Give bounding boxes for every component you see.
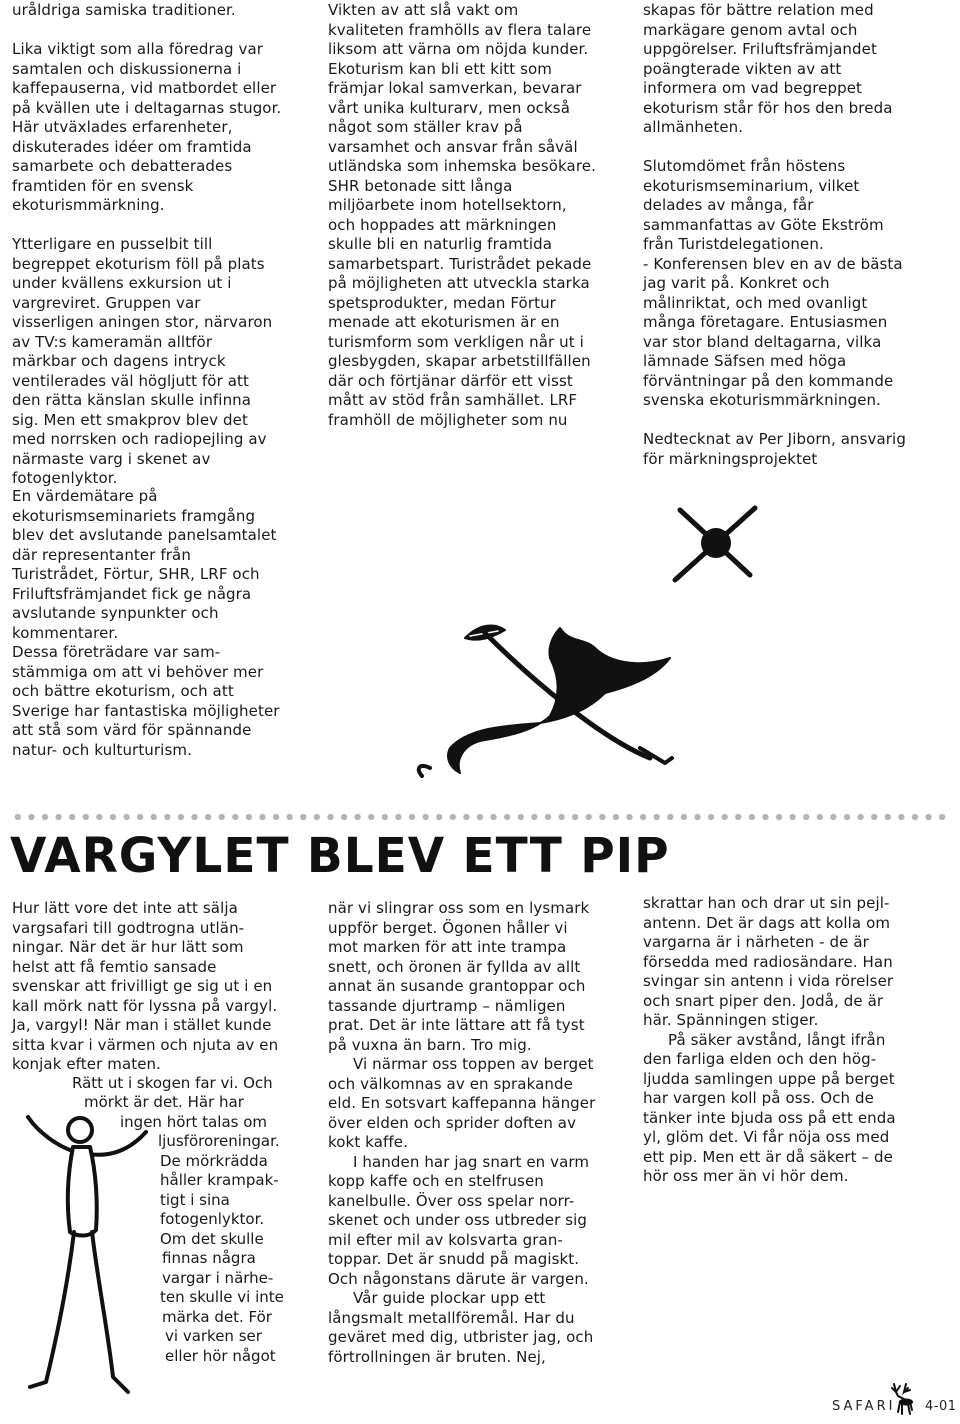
top-col2-para-1: Vikten av att slå vakt om kvaliteten framhölls av flera talare liksom att värna om nöjda kunder. Ekoturism kan bli ett kitt som främjar lokal samverkan, bevarar vårt unika kulturarv, men också något som ställer krav på varsamhet och ansvar från såväl utländska som inhemska besökare. SHR betonade sitt långa miljöarbete inom hotellsektorn, och hoppades att märkningen skulle bli en naturlig framtida samarbetspart. Turistrådet pekade på möjligheten att utveckla starka spetsprodukter, medan Förtur menade att ekoturismen är en turismform som verkligen når ut i glesbygden, skapar arbetstillfällen där och förtjänar därför ett visst mått av stöd från samhället. LRF framhöll de möjligheter som nu: [328, 1, 596, 429]
article-col2-para-4: Vår guide plockar upp ett långsmalt metallföremål. Har du geväret med dig, utbrister jag, och förtrollningen är bruten. Nej,: [328, 1289, 594, 1366]
article-col2-para-2: Vi närmar oss toppen av berget och välkomnas av en sprakande eld. En sotsvart kaffepanna hänger över elden och sprider doften av kokt kaffe.: [328, 1055, 596, 1151]
top-column-3: [643, 1, 943, 469]
top-col1-para-1: uråldriga samiska traditioner.: [12, 1, 236, 19]
top-col3-para-1: skapas för bättre relation med markägare genom avtal och uppgörelser. Friluftsfrämjandet poängterade vikten av att informera om vad begreppet ekoturism står för hos den breda allmänheten.: [643, 1, 893, 136]
article-col2-para-1: när vi slingrar oss som en lysmark uppför berget. Ögonen håller vi mot marken för att inte trampa snett, och öronen är fyllda av allt annat än susande grantoppar och tassande djurtramp – nämligen prat. Det är inte lättare att få tyst på vuxna än barn. Tro mig.: [328, 899, 590, 1054]
article-headline: VARGYLET BLEV ETT PIP: [10, 828, 670, 884]
dotted-separator: [11, 812, 951, 822]
shaped-line: De mörkrädda: [160, 1152, 268, 1170]
shaped-line: tigt i sina: [160, 1191, 230, 1209]
footer-brand: SAFARI: [832, 1399, 896, 1414]
article-column-3: [643, 894, 943, 1187]
top-col3-para-3: Nedtecknat av Per Jiborn, ansvarig för märkningsprojektet: [643, 430, 906, 468]
shaped-line: mörkt är det. Här har: [84, 1093, 244, 1111]
shaped-line: Rätt ut i skogen far vi. Och: [72, 1074, 273, 1092]
shaped-line: ingen hört talas om: [120, 1113, 268, 1131]
shaped-line: Om det skulle: [160, 1230, 264, 1248]
top-column-1: [12, 1, 312, 489]
top-col1-lower-para: En värdemätare på ekoturismseminariets framgång blev det avslutande panelsamtalet där representanter från Turistrådet, Förtur, SHR, LRF och Friluftsfrämjandet fick ge några avslutande synpunkter och kommentarer. Dessa företrädare var sam- stämmiga om att vi behöver mer och bättre ekoturism, och att Sverige har fantastiska möjligheter att stå som värd för spännande natur- och kulturturism.: [12, 487, 280, 759]
top-column-1-lower: [12, 487, 312, 760]
shaped-line: ljusföroreningar.: [158, 1132, 280, 1150]
dancing-figure-icon: [18, 1112, 158, 1412]
shaped-line: vi varken ser: [165, 1327, 262, 1345]
shaped-line: vargar i närhe-: [162, 1269, 274, 1287]
sun-wheel-icon: [660, 500, 770, 590]
top-col1-para-3: Ytterligare en pusselbit till begreppet ekoturism föll på plats under kvällens exkursion ut i vargreviret. Gruppen var visserligen aningen stor, närvaron av TV:s kameramän alltför märkbar och dagens intryck ventilerades väl högljutt för att den rätta känslan skulle infinna sig. Men ett smakprov blev det med norrsken och radiopejling av närmaste varg i skenet av fotogenlyktor.: [12, 235, 273, 487]
article-col3-para-2: På säker avstånd, långt ifrån den farliga elden och den hög- ljudda samlingen uppe på berget har vargen koll på oss. Och de tänker inte bjuda oss på ett enda yl, glöm det. Vi får nöja oss med ett pip. Men ett är då säkert – de hör oss mer än vi hör dem.: [643, 1030, 896, 1185]
shaped-line: ten skulle vi inte: [160, 1288, 284, 1306]
shaped-line: märka det. För: [162, 1308, 272, 1326]
article-column-2: [328, 899, 628, 1367]
shaped-line: eller hör något: [165, 1347, 276, 1365]
article-intro: Hur lätt vore det inte att sälja vargsafari till godtrogna utlän- ningar. När det är hur lätt som helst att få femtio sansade svenskar att frivilligt ge sig ut i en kall mörk natt för lyssna på vargyl. Ja, vargyl! När man i stället kunde sitta kvar i värmen och njuta av en konjak efter maten.: [12, 899, 279, 1073]
article-col2-para-3: I handen har jag snart en varm kopp kaffe och en stelfrusen kanelbulle. Över oss spelar norr- skenet och under oss utbreder sig mil efter mil av kolsvarta gran- toppar. Det är snudd på magiskt. Och någonstans därute är vargen.: [328, 1152, 590, 1288]
shaped-line: håller krampak-: [160, 1171, 279, 1189]
article-column-1: [12, 899, 312, 1075]
article-col3-para-1: skrattar han och drar ut sin pejl- antenn. Det är dags att kolla om vargarna är i närheten - de är försedda med radiosändare. Han svingar sin antenn i vida rörelser och snart piper den. Jodå, de är här. Spänningen stiger.: [643, 894, 894, 1029]
footer-page-number: 4-01: [925, 1399, 957, 1414]
shaped-line: fotogenlyktor.: [160, 1210, 265, 1228]
reindeer-figure-icon: [410, 598, 680, 798]
reindeer-logo-icon: [884, 1380, 920, 1420]
top-column-2: [328, 1, 628, 430]
top-col3-para-2: Slutomdömet från höstens ekoturismseminarium, vilket delades av många, får sammanfattas av Göte Ekström från Turistdelegationen. - Konferensen blev en av de bästa jag varit på. Konkret och målinriktat, och med ovanligt många företagare. Entusiasmen var stor bland deltagarna, vilka lämnade Säfsen med höga förväntningar på den kommande svenska ekoturismmärkningen.: [643, 157, 903, 409]
shaped-line: finnas några: [162, 1249, 256, 1267]
top-col1-para-2: Lika viktigt som alla föredrag var samtalen och diskussionerna i kaffepauserna, vid matbordet eller på kvällen ute i deltagarnas stugor. Här utväxlades erfarenheter, diskuterades idéer om framtida samarbete och debatterades framtiden för en svensk ekoturismmärkning.: [12, 40, 282, 214]
